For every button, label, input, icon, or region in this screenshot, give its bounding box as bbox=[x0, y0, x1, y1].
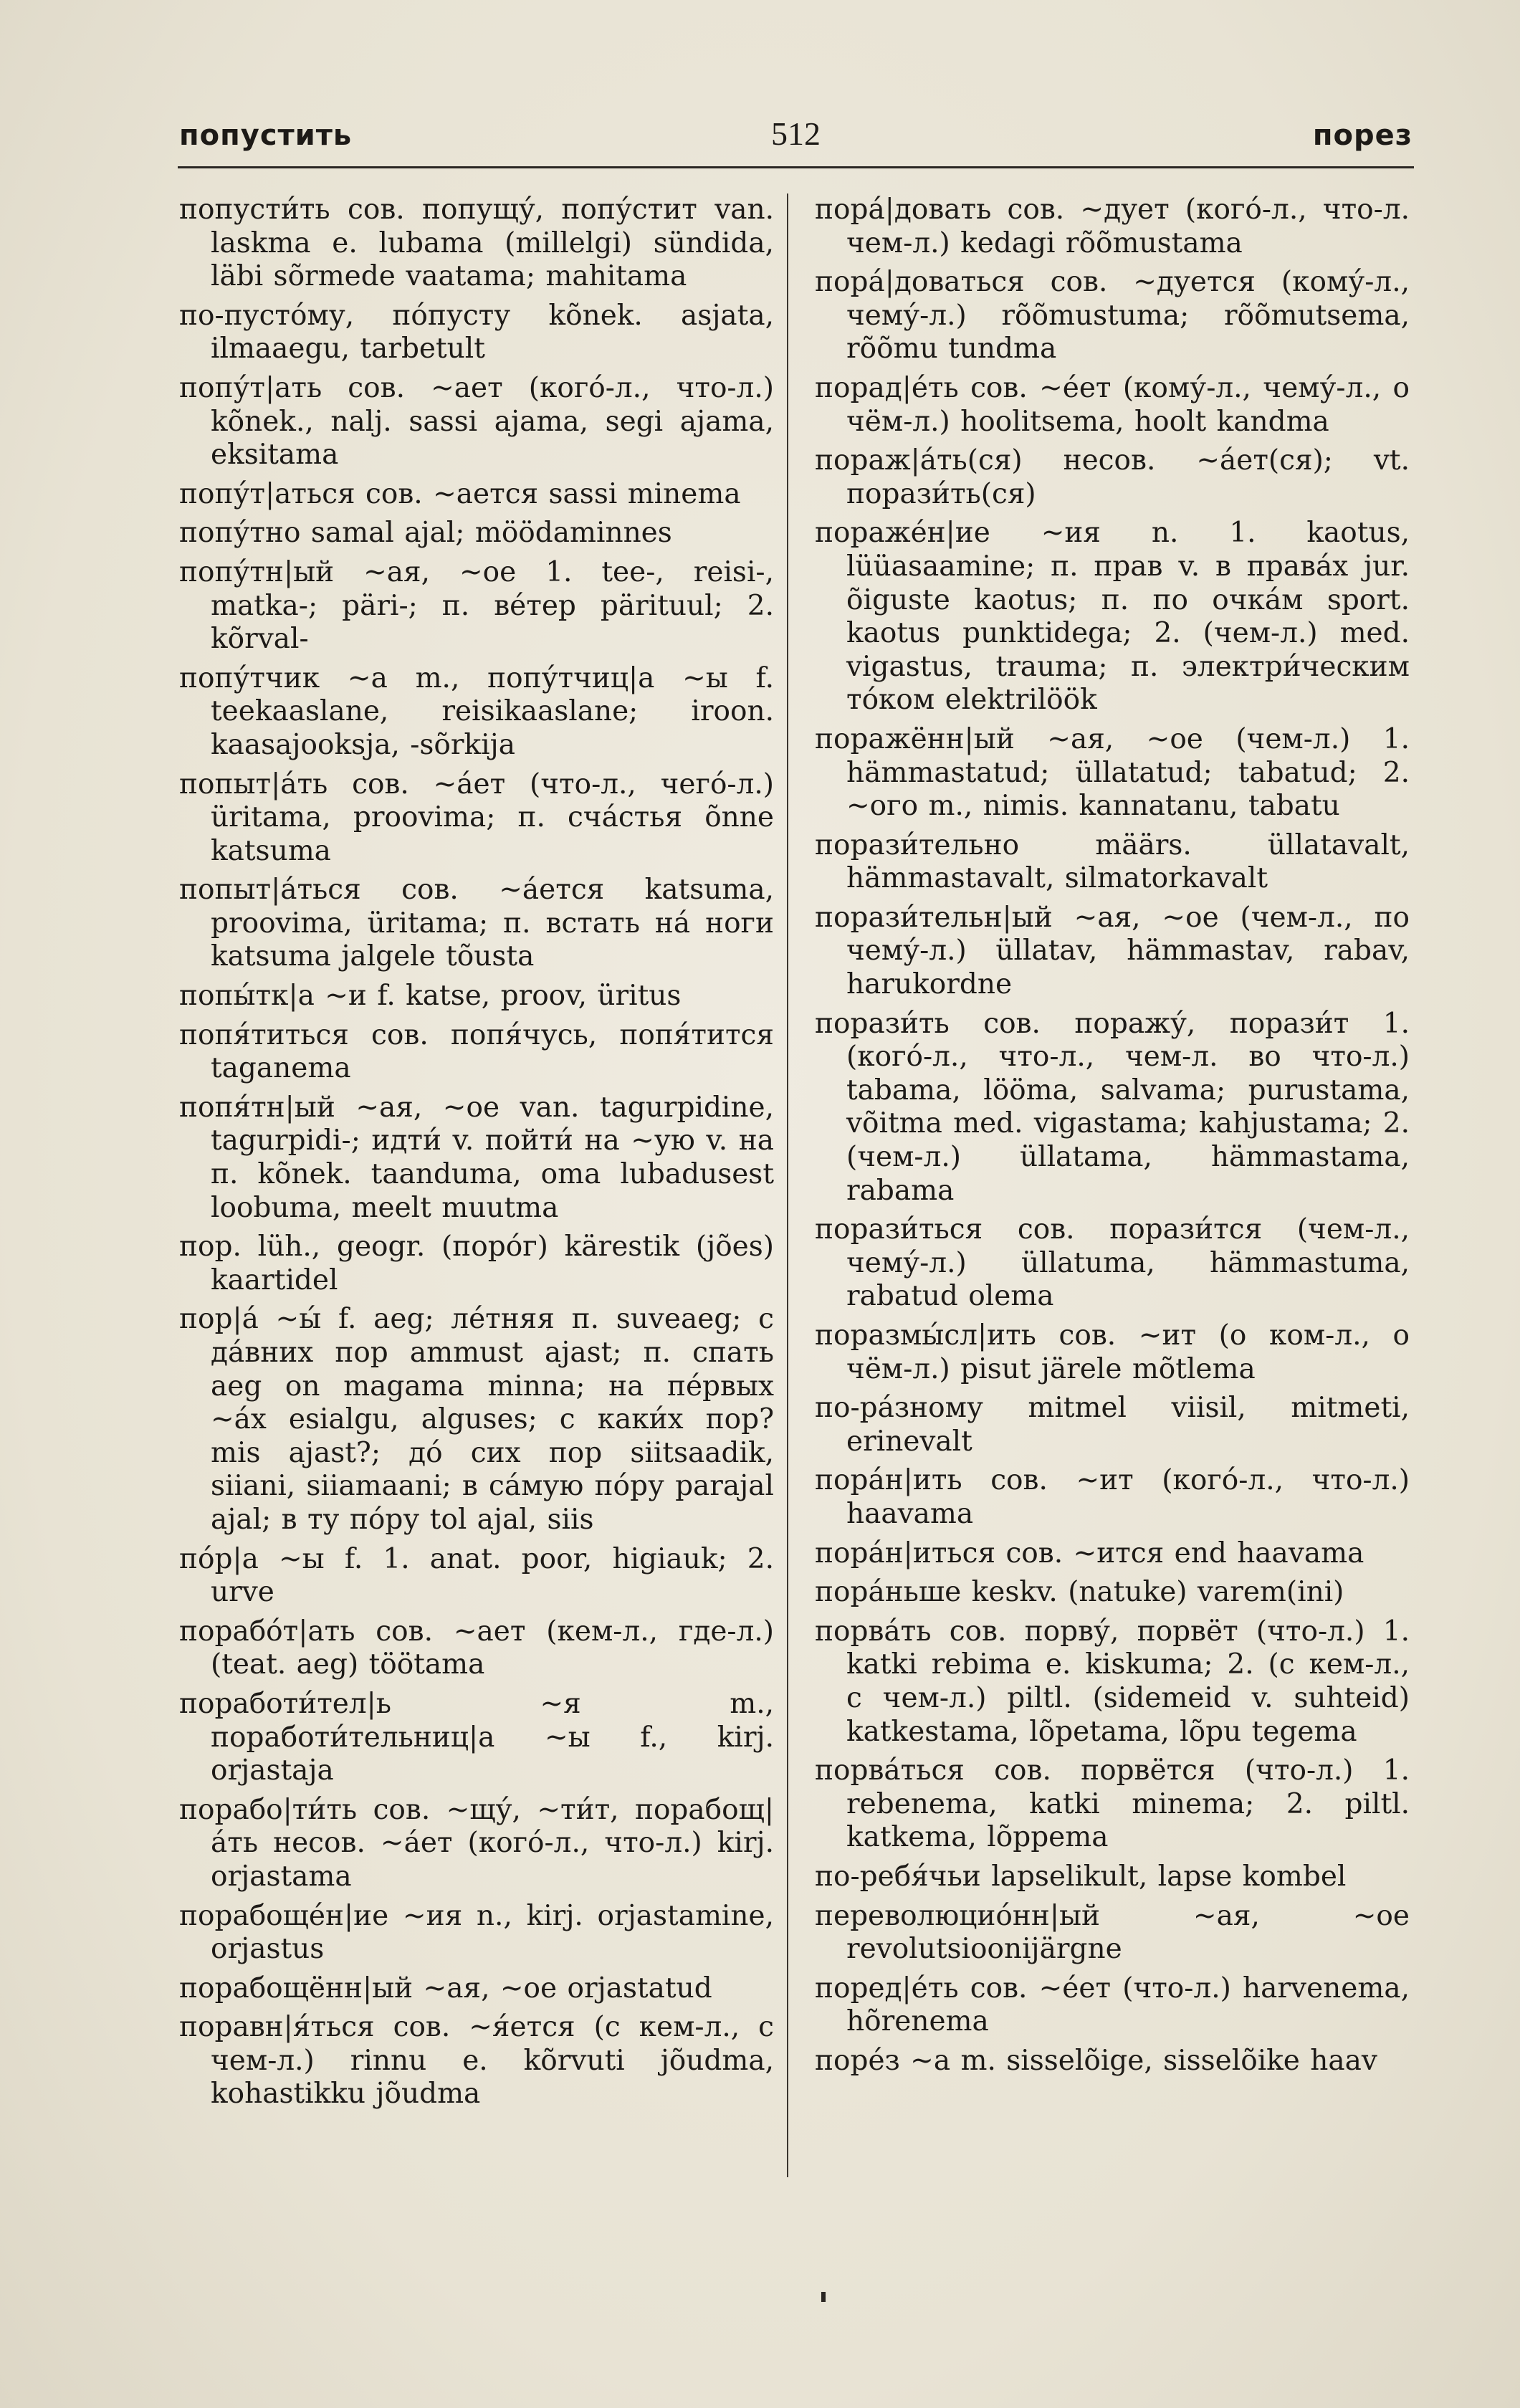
dictionary-entry: порва́ть сов. порву́, порвёт (что-л.) 1. katki rebima e. kiskuma; 2. (с кем-л., с чем-л.) piltl. (sidemeid v. suhteid) katkestama, lõpetama, lõpu tegema bbox=[815, 1615, 1410, 1748]
dictionary-entry: по-ра́зному mitmel viisil, mitmeti, erinevalt bbox=[815, 1392, 1410, 1458]
dictionary-entry: попыт|а́ть сов. ~а́ет (что-л., чего́-л.) üritama, proovima; п. сча́стья õnne katsuma bbox=[179, 768, 774, 867]
dictionary-entry: попя́тн|ый ~ая, ~ое van. tagurpidine, tagurpidi-; идти́ v. пойти́ на ~ую v. на п. kõnek. taanduma, oma lubadusest loobuma, meelt muutma bbox=[179, 1091, 774, 1224]
dictionary-entry: пораже́н|ие ~ия n. 1. kaotus, lüüasaamine; п. прав v. в права́х jur. õiguste kaotus; п. по очка́м sport. kaotus punktidega; 2. (чем-л.) med. vigastus, trauma; п. электри́ческим то́ком elektrilöök bbox=[815, 517, 1410, 717]
dictionary-entry: порва́ться сов. порвётся (что-л.) 1. rebenema, katki minema; 2. piltl. katkema, lõppema bbox=[815, 1754, 1410, 1854]
dictionary-entry: попу́тн|ый ~ая, ~ое 1. tee-, reisi-, matka-; päri-; п. ве́тер pärituul; 2. kõrval- bbox=[179, 555, 774, 656]
dictionary-entry: по́р|а ~ы f. 1. anat. poor, higiauk; 2. urve bbox=[179, 1542, 774, 1609]
right-column bbox=[815, 194, 1410, 2083]
dictionary-entry: порабо|ти́ть сов. ~щу́, ~ти́т, порабощ|а́ть несов. ~а́ет (кого́-л., что-л.) kirj. orjastama bbox=[179, 1793, 774, 1893]
left-column bbox=[179, 194, 774, 2117]
dictionary-entry: поред|е́ть сов. ~е́ет (что-л.) harvenema, hõrenema bbox=[815, 1972, 1410, 2038]
dictionary-entry: пора́|доваться сов. ~дуется (кому́-л., чему́-л.) rõõmustuma; rõõmutsema, rõõmu tundma bbox=[815, 266, 1410, 366]
dictionary-entry: попу́тно samal ajal; möödaminnes bbox=[179, 517, 672, 550]
dictionary-entry: порабоще́н|ие ~ия n., kirj. orjastamine, orjastus bbox=[179, 1899, 774, 1966]
dictionary-entry: пора́н|иться сов. ~ится end haavama bbox=[815, 1537, 1364, 1570]
dictionary-entry: попы́тк|а ~и f. katse, proov, üritus bbox=[179, 980, 682, 1013]
dictionary-entry: пора́|довать сов. ~дует (кого́-л., что-л. чем-л.) kedagi rõõmustama bbox=[815, 194, 1410, 259]
dictionary-entry: переволюцио́нн|ый ~ая, ~ое revolutsioonijärgne bbox=[815, 1899, 1410, 1966]
dictionary-entry: пора́н|ить сов. ~ит (кого́-л., что-л.) haavama bbox=[815, 1464, 1410, 1530]
dictionary-entry: порази́тельно määrs. üllatavalt, hämmastavalt, silmatorkavalt bbox=[815, 828, 1410, 895]
dictionary-entry: порази́тельн|ый ~ая, ~ое (чем-л., по чему́-л.) üllatav, hämmastav, rabav, harukordne bbox=[815, 901, 1410, 1001]
dictionary-entry: по-ребя́чьи lapselikult, lapse kombel bbox=[815, 1860, 1347, 1893]
dictionary-entry: попу́т|ать сов. ~ает (кого́-л., что-л.) kõnek., nalj. sassi ajama, segi ajama, eksitama bbox=[179, 371, 774, 472]
dictionary-entry: порази́ть сов. поражу́, порази́т 1. (кого́-л., что-л., чем-л. во что-л.) tabama, lööma, salvama; purustama, võitma med. vigastama; kahjustama; 2. (чем-л.) üllatama, hämmastama, rabama bbox=[815, 1007, 1410, 1207]
dictionary-entry: попу́тчик ~а m., попу́тчиц|а ~ы f. teekaaslane, reisikaaslane; iroon. kaasajooksja, -sõrkija bbox=[179, 661, 774, 761]
dictionary-entry: пор|а́ ~ы́ f. aeg; ле́тняя п. suveaeg; с да́вних пор ammust ajast; п. спать aeg on magama minna; на пе́рвых ~а́х esialgu, alguses; с каки́х пор? mis ajast?; до́ сих пор siitsaadik, siiani, siiamaani; в са́мую по́ру parajal ajal; в ту по́ру tol ajal, siis bbox=[179, 1303, 774, 1536]
dictionary-entry: пораж|а́ть(ся) несов. ~а́ет(ся); vt. порази́ть(ся) bbox=[815, 444, 1410, 510]
dictionary-entry: попя́титься сов. попя́чусь, попя́тится taganema bbox=[179, 1018, 774, 1085]
dictionary-entry: порабощённ|ый ~ая, ~ое orjastatud bbox=[179, 1972, 712, 2005]
header-left-word: попустить bbox=[179, 119, 353, 152]
dictionary-entry: поре́з ~а m. sisselõige, sisselõike haav bbox=[815, 2044, 1377, 2077]
page-speck bbox=[821, 2292, 826, 2302]
dictionary-entry: попу́т|аться сов. ~ается sassi minema bbox=[179, 477, 741, 510]
dictionary-entry: поравн|я́ться сов. ~я́ется (с кем-л., с чем-л.) rinnu e. kõrvuti jõudma, kohastikku jõudma bbox=[179, 2011, 774, 2111]
page-number: 512 bbox=[771, 115, 821, 152]
dictionary-entry: поражённ|ый ~ая, ~ое (чем-л.) 1. hämmastatud; üllatatud; tabatud; 2. ~ого m., nimis. kannatanu, tabatu bbox=[815, 722, 1410, 823]
dictionary-entry: порад|е́ть сов. ~е́ет (кому́-л., чему́-л., о чём-л.) hoolitsema, hoolt kandma bbox=[815, 371, 1410, 438]
header-rule bbox=[178, 166, 1414, 168]
page-header bbox=[179, 115, 1413, 165]
dictionary-entry: пор. lüh., geogr. (поро́г) kärestik (jões) kaartidel bbox=[179, 1231, 774, 1296]
dictionary-entry: поработи́тел|ь ~я m., поработи́тельниц|а ~ы f., kirj. orjastaja bbox=[179, 1687, 774, 1787]
dictionary-entry: по-пусто́му, по́пусту kõnek. asjata, ilmaaegu, tarbetult bbox=[179, 299, 774, 366]
header-right-word: порез bbox=[1312, 119, 1413, 152]
dictionary-entry: попусти́ть сов. попущу́, попу́стит van. laskma e. lubama (millelgi) sündida, läbi sõrmede vaatama; mahitama bbox=[179, 194, 774, 293]
dictionary-entry: попыт|а́ться сов. ~а́ется katsuma, proovima, üritama; п. встать на́ ноги katsuma jalgele tõusta bbox=[179, 874, 774, 973]
dictionary-entry: порабо́т|ать сов. ~ает (кем-л., где-л.) (teat. aeg) töötama bbox=[179, 1615, 774, 1681]
column-divider bbox=[787, 194, 788, 2177]
dictionary-entry: порази́ться сов. порази́тся (чем-л., чему́-л.) üllatuma, hämmastuma, rabatud olema bbox=[815, 1213, 1410, 1313]
dictionary-entry: пора́ньше keskv. (natuke) varem(ini) bbox=[815, 1576, 1344, 1609]
dictionary-entry: поразмы́сл|ить сов. ~ит (о ком-л., о чём-л.) pisut järele mõtlema bbox=[815, 1319, 1410, 1385]
